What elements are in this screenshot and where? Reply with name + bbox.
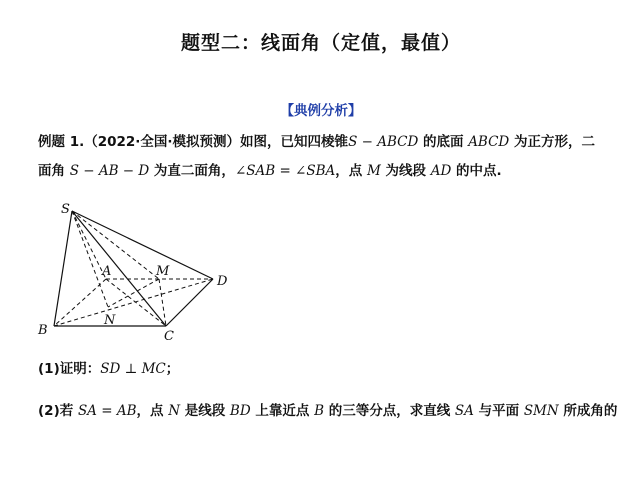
part-2-text-d: 上靠近点: [250, 403, 315, 419]
part-2-text-e: 的三等分点，求直线: [324, 403, 455, 419]
part-1-expr: SD ⊥ MC: [100, 361, 166, 377]
pyramid-figure: [36, 196, 236, 346]
part-2-b: B: [314, 403, 324, 419]
part-2-text-b: ，点: [136, 403, 169, 419]
problem-text-5: ，点: [335, 163, 367, 179]
part-2-n: N: [168, 403, 181, 419]
edge-sa: [72, 211, 106, 279]
part-1: [38, 359, 179, 379]
edge-sb: [54, 211, 72, 326]
label-n: N: [104, 313, 116, 328]
problem-text-3: 面角: [38, 163, 70, 179]
pyramid-name: S − ABCD: [348, 134, 419, 150]
part-2-eq: SA = AB: [77, 403, 137, 419]
part-2-bd: BD: [229, 403, 251, 419]
part-2-smn: SMN: [523, 403, 559, 419]
edge-sd: [72, 211, 213, 279]
part-2-text-c: 是线段: [180, 403, 230, 419]
dihedral-expr: S − AB − D: [69, 163, 150, 179]
edge-sc: [72, 211, 166, 326]
problem-text-1: 的底面: [418, 134, 469, 150]
segment-ad: AD: [430, 163, 452, 179]
problem-line-1: [38, 132, 595, 152]
problem-text-2: 为正方形，二: [509, 134, 595, 150]
label-d: D: [217, 274, 228, 289]
pyramid-diagram: [36, 196, 236, 346]
part-1-label: (1)证明：: [38, 361, 101, 377]
part-1-tail: ；: [165, 361, 180, 377]
part-2-text-f: 与平面: [473, 403, 524, 419]
edge-ab: [54, 279, 106, 326]
problem-label: 例题 1.（2022·全国·模拟预测）如图，已知四棱锥: [38, 134, 349, 150]
part-2-sa: SA: [454, 403, 474, 419]
problem-line-2: [38, 161, 502, 181]
part-2-text-g: 所成角的: [558, 403, 618, 419]
label-s: S: [61, 202, 70, 217]
segment-mn: [108, 279, 159, 307]
label-c: C: [164, 329, 174, 344]
problem-text-7: 的中点.: [451, 163, 502, 179]
section-heading: 【典例分析】: [280, 103, 362, 119]
base-name: ABCD: [468, 134, 510, 150]
label-m: M: [156, 264, 170, 279]
label-a: A: [102, 264, 112, 279]
angle-equation: ∠SAB = ∠SBA: [234, 163, 336, 179]
problem-text-6: 为线段: [380, 163, 431, 179]
problem-text-4: 为直二面角，: [149, 163, 235, 179]
part-2-text-a: (2)若: [38, 403, 78, 419]
point-m: M: [367, 163, 381, 179]
label-b: B: [38, 323, 48, 338]
part-2: [38, 401, 617, 421]
page-title: 题型二：线面角（定值，最值）: [180, 32, 461, 54]
